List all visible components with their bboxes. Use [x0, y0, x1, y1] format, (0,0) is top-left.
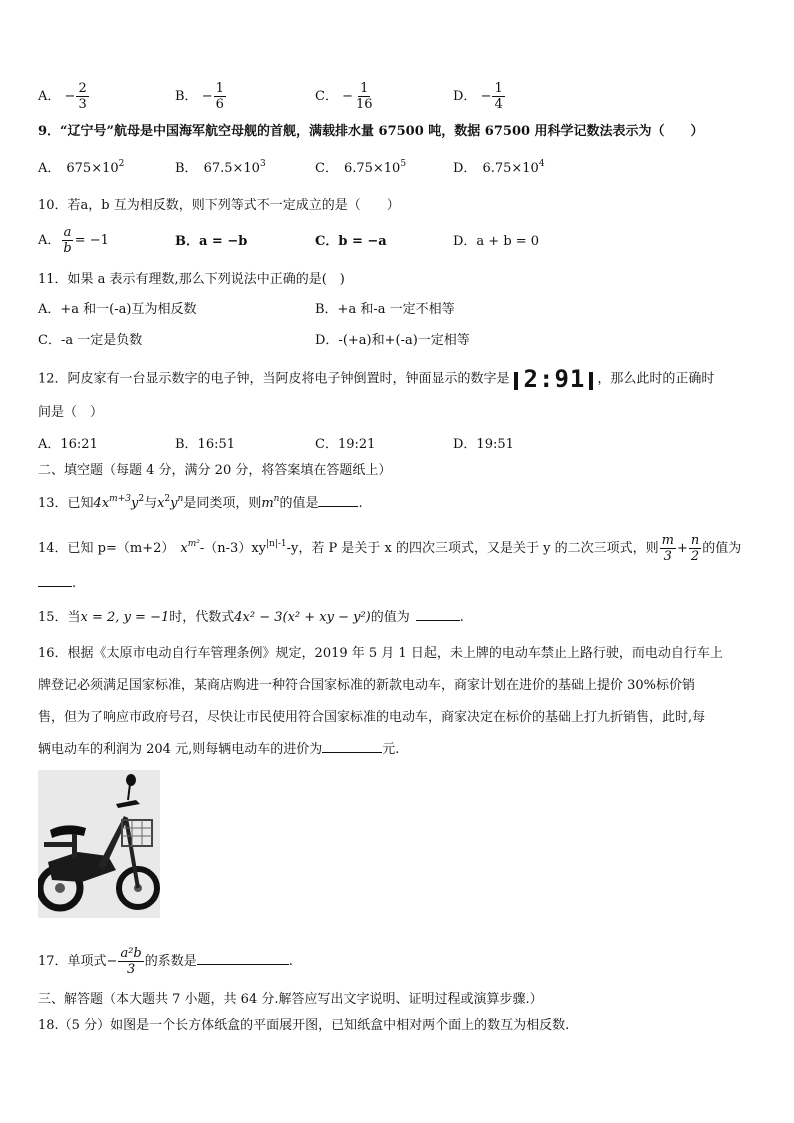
- exponent: 2: [118, 159, 125, 169]
- electric-bike-icon: [38, 770, 160, 918]
- stem-text: ，那么此时的正确时: [597, 371, 715, 387]
- q18-stem: 18.（5 分）如图是一个长方体纸盒的平面展开图，已知纸盒中相对两个面上的数互为相反数.: [38, 1018, 570, 1033]
- minus-sign: −: [201, 89, 213, 104]
- q8-option-c: [315, 81, 376, 112]
- q16-text: 辆电动车的利润为 204 元,则每辆电动车的进价为: [38, 742, 323, 757]
- q15-text: 的值为: [370, 610, 410, 625]
- q9-option-c: [315, 160, 406, 178]
- denominator: 16: [356, 97, 373, 112]
- exponent: 2: [138, 494, 145, 504]
- minus-sign: −: [342, 89, 353, 104]
- denominator: b: [63, 241, 72, 256]
- fraction: [492, 81, 504, 112]
- term: x: [157, 496, 165, 511]
- q15-text: .: [459, 610, 464, 625]
- q12-option-d: D．19:51: [453, 437, 514, 452]
- q13-text: 的值是: [279, 496, 319, 511]
- q17: [38, 946, 293, 977]
- numerator: 1: [360, 81, 369, 96]
- numerator: a: [63, 225, 72, 240]
- option-label: A．: [38, 161, 61, 176]
- q16-text: 元.: [382, 742, 400, 757]
- fraction: [61, 225, 73, 256]
- q12-option-b: B．16:51: [175, 437, 236, 452]
- q13-text: 与: [144, 496, 158, 511]
- numerator: 1: [494, 81, 503, 96]
- condition-expression: x = 2, y = −1: [80, 610, 170, 625]
- q17-text: .: [288, 954, 293, 969]
- q11-option-d: D．-(+a)和+(-a)一定相等: [315, 333, 470, 348]
- option-label: B．: [175, 161, 198, 176]
- exponent: n: [273, 494, 280, 504]
- q8-option-b: [175, 81, 227, 112]
- q16-line3: 售，但为了响应市政府号召，尽快让市民使用符合国家标准的电动车，商家决定在标价的基础上打九折销售，此时,每: [38, 710, 706, 725]
- exponent: m²: [187, 539, 200, 549]
- q14-text: -（n-3）xy: [199, 541, 266, 556]
- denominator: 4: [494, 97, 503, 112]
- q12-option-c: C．19:21: [315, 437, 376, 452]
- numerator: a²b: [120, 946, 142, 961]
- option-label: C．: [315, 89, 338, 104]
- q16-line2: 牌登记必须满足国家标准，某商店购进一种符合国家标准的新款电动车，商家计划在进价的基础上提价 30%标价销: [38, 678, 696, 693]
- term: y: [170, 496, 178, 511]
- fraction: [118, 946, 143, 977]
- fraction: [660, 533, 676, 564]
- q16-line1: 16．根据《太原市电动自行车管理条例》规定，2019 年 5 月 1 日起，未上牌的电动车禁止上路行驶，而电动自行车上: [38, 646, 723, 661]
- q9-stem: 9．“辽宁号”航母是中国海军航空母舰的首舰，满载排水量 67500 吨，数据 67500 用科学记数法表示为（ ）: [38, 124, 704, 139]
- minus-sign: −: [480, 89, 492, 104]
- option-label: B．: [175, 89, 198, 104]
- clock-bar-icon: [514, 372, 518, 390]
- q13-text: .: [358, 496, 363, 511]
- q17-text: 17．单项式: [38, 954, 107, 969]
- q9-option-a: [38, 160, 124, 178]
- option-label: A．: [38, 89, 61, 104]
- electric-bike-photo: [38, 770, 160, 918]
- fraction: [354, 81, 375, 112]
- numerator: n: [690, 533, 700, 548]
- q13-text: 13．已知: [38, 496, 94, 511]
- option-label: D．: [453, 89, 477, 104]
- numerator: m: [661, 533, 674, 548]
- q14-text: 14．已知 p=（m+2）: [38, 541, 175, 556]
- option-value: 67.5×10: [203, 161, 260, 176]
- term: x: [180, 541, 188, 556]
- fraction: [76, 81, 88, 112]
- q14-line2: [38, 574, 76, 593]
- stem-text: 12．阿皮家有一台显示数字的电子钟，当阿皮将电子钟倒置时，钟面显示的数字是: [38, 371, 510, 387]
- clock-digits: 2:91: [523, 365, 586, 393]
- q11-option-a: A．+a 和一(-a)互为相反数: [38, 302, 197, 317]
- q11-stem: 11．如果 a 表示有理数,那么下列说法中正确的是( ): [38, 272, 345, 287]
- exponent: 4: [538, 159, 545, 169]
- option-value: = −1: [74, 233, 109, 248]
- minus-sign: −: [106, 954, 118, 969]
- q11-option-b: B．+a 和-a 一定不相等: [315, 302, 455, 317]
- q14: [38, 533, 741, 564]
- denominator: 3: [663, 549, 672, 564]
- q15-text: 时，代数式: [169, 610, 235, 625]
- option-value: 6.75×10: [343, 161, 401, 176]
- q15: [38, 608, 464, 627]
- digital-clock-display: [510, 367, 598, 391]
- clock-bar-icon: [589, 372, 593, 390]
- answer-blank[interactable]: [38, 574, 72, 587]
- q10-option-c: C．b = −a: [315, 234, 387, 249]
- option-label: D．: [453, 161, 477, 176]
- denominator: 2: [690, 549, 700, 564]
- option-value: 675×10: [66, 161, 119, 176]
- exponent: m+3: [109, 494, 131, 504]
- term: m: [261, 496, 274, 511]
- q10-stem: 10．若a，b 互为相反数，则下列等式不一定成立的是（ ）: [38, 198, 400, 213]
- numerator: 2: [78, 81, 87, 96]
- option-label: C．: [315, 161, 338, 176]
- fraction: [214, 81, 226, 112]
- q10-option-d: D．a + b = 0: [453, 234, 540, 249]
- term: y: [130, 496, 139, 511]
- answer-blank[interactable]: [318, 494, 358, 507]
- denominator: 3: [78, 97, 87, 112]
- q9-option-d: [453, 160, 545, 178]
- numerator: 1: [215, 81, 224, 96]
- q12-option-a: A．16:21: [38, 437, 98, 452]
- q10-option-a: [38, 225, 109, 256]
- answer-blank[interactable]: [416, 608, 460, 621]
- algebraic-expression: 4x² − 3(x² + xy − y²): [234, 610, 371, 625]
- q17-text: 的系数是: [144, 954, 197, 969]
- plus-sign: +: [676, 541, 688, 556]
- denominator: 6: [215, 97, 224, 112]
- q13: [38, 494, 363, 513]
- q8-option-a: [38, 81, 90, 112]
- exponent: n: [177, 494, 184, 504]
- fraction: [689, 533, 701, 564]
- q16-line4: [38, 740, 399, 759]
- exponent: 2: [164, 494, 171, 504]
- option-label: A．: [38, 233, 61, 248]
- q14-text: .: [72, 576, 77, 591]
- q15-text: 15．当: [38, 610, 81, 625]
- q12-stem-line2: 间是（ ）: [38, 405, 104, 420]
- q14-text: -y，若 P 是关于 x 的四次三项式，又是关于 y 的二次三项式，则: [286, 541, 659, 556]
- section3-heading: 三、解答题（本大题共 7 小题，共 64 分.解答应写出文字说明、证明过程或演算步骤.）: [38, 992, 543, 1007]
- answer-blank[interactable]: [322, 740, 382, 753]
- denominator: 3: [126, 962, 136, 977]
- q10-option-b: B．a = −b: [175, 234, 248, 249]
- q8-option-d: [453, 81, 506, 112]
- option-value: 6.75×10: [482, 161, 539, 176]
- q11-option-c: C．-a 一定是负数: [38, 333, 143, 348]
- exponent: |n|-1: [266, 539, 287, 549]
- q14-text: 的值为: [702, 541, 742, 556]
- section2-heading: 二、填空题（每题 4 分，满分 20 分，将答案填在答题纸上）: [38, 463, 392, 478]
- q9-option-b: [175, 160, 266, 178]
- term: 4x: [93, 496, 110, 511]
- exponent: 3: [259, 159, 266, 169]
- answer-blank[interactable]: [197, 952, 289, 965]
- exponent: 5: [400, 159, 407, 169]
- q12-stem-line1: [38, 367, 714, 391]
- q13-text: 是同类项，则: [183, 496, 262, 511]
- minus-sign: −: [64, 89, 76, 104]
